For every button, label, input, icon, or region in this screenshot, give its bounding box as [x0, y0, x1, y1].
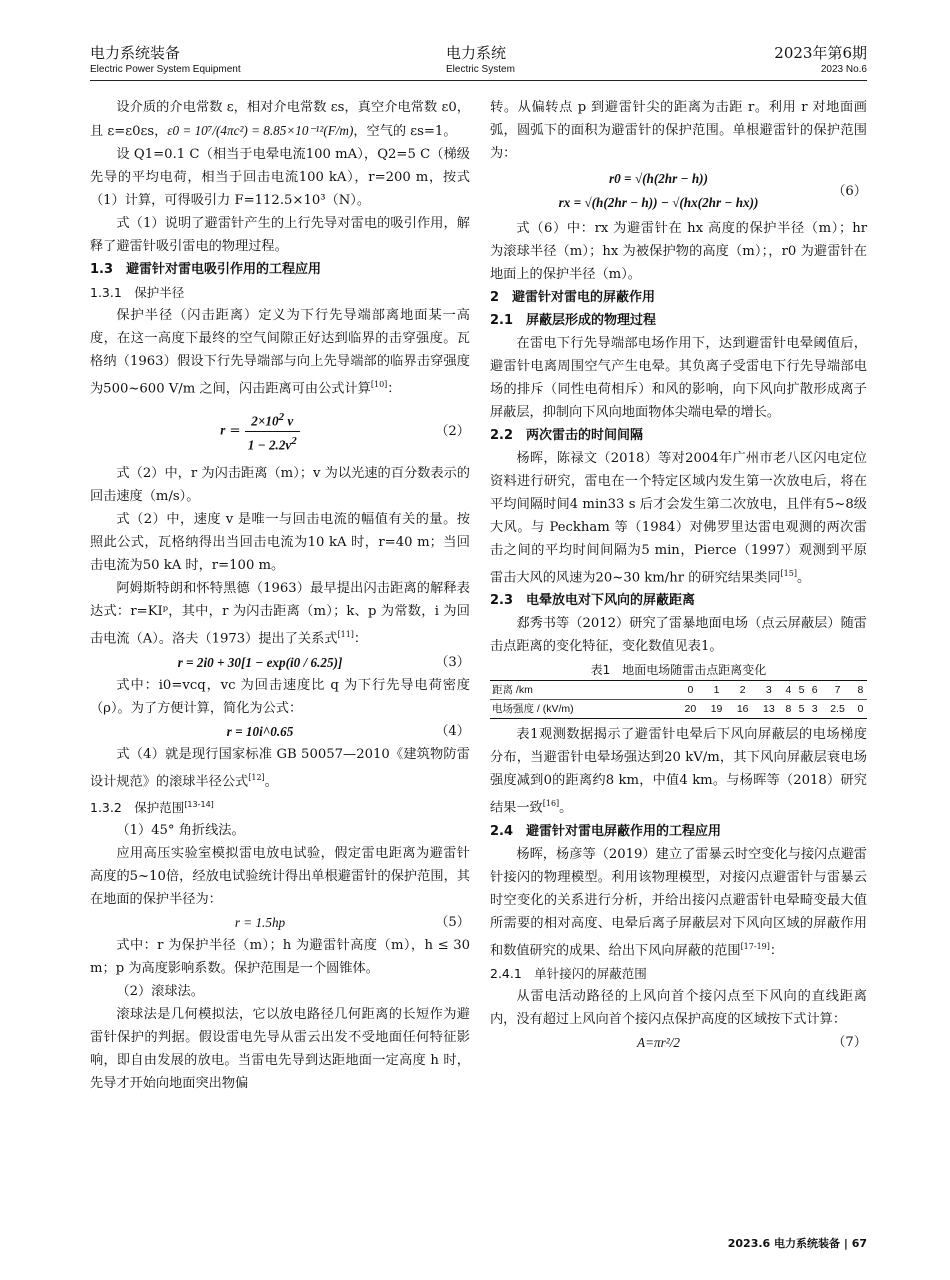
equation-6-body	[490, 167, 827, 215]
paragraph-text: 杨晖，杨彦等（2019）建立了雷暴云时空变化与接闪点避雷针接闪的物理模型。利用该物理模型，对接闪点避雷针与雷暴云时空变化的关系进行分析，并给出接闪点避雷针电晕畸变最大值所需要的相对高度、电晕后离子屏蔽层对下风向区域的屏蔽作用和数值研究的成果、给出下风向屏蔽的范围	[490, 846, 867, 959]
table-cell: 2	[730, 681, 756, 700]
paragraph-text: ：	[769, 943, 784, 959]
citation: [11]	[337, 630, 354, 640]
table-cell: 13	[756, 700, 782, 719]
paragraph-text: 保护半径（闪击距离）定义为下行先导端部离地面某一高度，在这一高度下最终的空气间隙正好达到临界的击穿强度。瓦格纳（1963）假设下行先导端部与向上先导端部的临界击穿强度为500~600 V/m 之间，闪击距离可由公式计算	[90, 308, 470, 397]
paragraph	[490, 843, 867, 962]
table-row-field	[490, 700, 867, 719]
table-row-distance	[490, 681, 867, 700]
header-journal-cn: 电力系统装备	[90, 44, 181, 62]
paragraph: （2）滚球法。	[116, 984, 204, 1000]
table-cell: 3	[756, 681, 782, 700]
equation-2	[90, 408, 470, 454]
paragraph: 应用高压实验室模拟雷电放电试验，假定雷电距离为避雷针高度的5~10倍，经放电试验统计得出单根避雷针的保护范围，其在地面的保护半径为：	[90, 846, 470, 908]
paragraph-text: 表1观测数据揭示了避雷针电晕后下风向屏蔽层的电场梯度分布，当避雷针电晕场强达到20 kV/m，其下风向屏蔽层衰电场强度减到0的距离约8 km，中值4 km。与杨晖等（2018）研究结果一致	[490, 727, 867, 816]
table-cell: 7	[821, 681, 854, 700]
paragraph: 式（6）中：rx 为避雷针在 hx 高度的保护半径（m）；hr 为滚球半径（m）；hx 为被保护物的高度（m）；，r0 为避雷针在地面上的保护半径（m）。	[490, 221, 867, 282]
table-cell: 1	[703, 681, 729, 700]
header-issue-cn: 2023年第6期	[774, 44, 867, 62]
page-footer: 2023.6 电力系统装备 | 67	[727, 1237, 867, 1250]
table-cell: 5	[795, 681, 808, 700]
paragraph: 式（2）中，速度 v 是唯一与回击电流的幅值有关的量。按照此公式，瓦格纳得出当回击电流为10 kA 时，r=40 m；当回击电流为50 kA 时，r=100 m。	[90, 512, 470, 574]
citation: [17-19]	[740, 941, 770, 951]
header-issue-en: 2023 No.6	[820, 64, 867, 75]
paragraph-text: ：	[387, 381, 401, 397]
paragraph: 在雷电下行先导端部电场作用下，达到避雷针电晕阈值后，避雷针电离周围空气产生电晕。其负离子受雷电下行先导端部电场的排斥（同性电荷相斥）和风的影响，向下风向扩散形成离子屏蔽层，抑制向下风向地面物体尖端电晕的增长。	[490, 336, 867, 420]
section-heading-2-2: 2.2 两次雷击的时间间隔	[490, 428, 644, 443]
paragraph-text: ，空气的 εs=1。	[353, 124, 457, 139]
paragraph-text: 设介质的介电常数 ε，相对介电常数 εs，真空介电常数 ε0，且 ε=ε0εs，	[90, 100, 470, 139]
section-heading-1-3: 1.3 避雷针对雷电吸引作用的工程应用	[90, 262, 322, 277]
paragraph	[90, 304, 470, 400]
equation-3-body: r = 2i0 + 30[1 − exp(i0 / 6.25)]	[177, 654, 343, 670]
section-heading-2-1: 2.1 屏蔽层形成的物理过程	[490, 313, 657, 328]
equation-number: （2）	[435, 423, 470, 439]
paragraph: 郄秀书等（2012）研究了雷暴地面电场（点云屏蔽层）随雷击点距离的变化特征，变化数值见表1。	[490, 616, 867, 655]
header-rule	[90, 80, 867, 81]
equation-6	[490, 167, 867, 215]
equation-7-body: A=πr²/2	[637, 1035, 680, 1051]
header-journal-en: Electric Power System Equipment	[90, 64, 241, 75]
table-cell: 6	[808, 681, 821, 700]
citation: [10]	[370, 380, 388, 389]
paragraph-text: 。	[796, 570, 811, 586]
equation-6a: r0 = √(h(2hr − h))	[609, 171, 708, 186]
equation-epsilon0: ε0 = 10⁷/(4πc²) = 8.85×10⁻¹²(F/m)	[167, 123, 354, 138]
paragraph: 滚球法是几何模拟法，它以放电路径几何距离的长短作为避雷针保护的判据。假设雷电先导从雷云出发不受地面任何特征影响，即自由发展的放电。当雷电先导到达距地面一定高度 h 时，先导才开始向地面突出物偏	[90, 1007, 470, 1092]
data-table	[490, 680, 867, 719]
equation-2-body: r = $\frac{2\times 10^2 v}{1 - 2.2v^2}$	[90, 408, 430, 454]
paragraph	[90, 577, 470, 650]
citation: [12]	[248, 772, 265, 782]
paragraph: 式中：r 为保护半径（m）；h 为避雷针高度（m），h ≤ 30 m；p 为高度影响系数。保护范围是一个圆锥体。	[90, 938, 470, 977]
equation-4	[90, 720, 470, 743]
equation-number: （6）	[832, 183, 867, 199]
equation-number: （5）	[435, 915, 470, 931]
paragraph: 式（2）中，r 为闪击距离（m）；v 为以光速的百分数表示的回击速度（m/s）。	[90, 466, 470, 505]
citation: [15]	[780, 569, 797, 578]
paragraph-text: 。	[264, 773, 278, 789]
table-cell: 8	[782, 700, 795, 719]
subsection-heading-1-3-2	[90, 793, 470, 819]
section-heading-2-3: 2.3 电晕放电对下风向的屏蔽距离	[490, 593, 696, 609]
citation: [16]	[542, 799, 560, 809]
equation-7	[490, 1031, 867, 1054]
equation-6b: rx = √(h(2hr − h)) − √(hx(2hr − hx))	[558, 195, 759, 210]
table-row-label: 电场强度 / (kV/m)	[490, 700, 677, 719]
table-cell: 4	[782, 681, 795, 700]
table-caption: 表1 地面电场随雷击点距离变化	[590, 663, 767, 678]
subsection-heading-2-4-1: 2.4.1 单针接闪的屏蔽范围	[490, 966, 647, 982]
table-cell: 8	[854, 681, 867, 700]
equation-5-body: r = 1.5hp	[234, 915, 286, 931]
paragraph-text: 阿姆斯特朗和怀特黑德（1963）最早提出闪击距离的解释表达式：r=KIᵖ，其中，r 为闪击距离（m）；k、p 为常数，i 为回击电流（A）。洛夫（1973）提出了关系式	[90, 581, 470, 647]
equation-number: （3）	[435, 654, 470, 670]
right-column	[490, 96, 867, 1054]
equation-3	[90, 651, 470, 674]
paragraph	[490, 723, 867, 819]
header-section-cn: 电力系统	[446, 44, 507, 62]
table-cell: 2.5	[821, 700, 854, 719]
table-row-label: 距离 /km	[490, 681, 677, 700]
header-section-en: Electric System	[446, 64, 515, 75]
table-cell: 19	[703, 700, 729, 719]
paragraph: 从雷电活动路径的上风向首个接闪点至下风向的直线距离内，没有超过上风向首个接闪点保护高度的区域按下式计算：	[490, 989, 867, 1028]
paragraph-text: ：	[353, 631, 368, 647]
paragraph: 式中：i0=vcq，vc 为回击速度比 q 为下行先导电荷密度（ρ）。为了方便计算，简化为公式：	[90, 677, 470, 716]
equation-4-body: r = 10i^0.65	[226, 723, 294, 739]
equation-5	[90, 911, 470, 934]
heading-text: 1.3.2 保护范围	[90, 800, 185, 816]
paragraph: （1）45° 角折线法。	[116, 823, 245, 839]
table-cell: 16	[730, 700, 756, 719]
paragraph	[90, 96, 470, 143]
table-cell: 0	[854, 700, 867, 719]
equation-number: （4）	[435, 723, 470, 739]
paragraph-text: 式（4）就是现行国家标准 GB 50057—2010《建筑物防雷设计规范》的滚球半径公式	[90, 746, 470, 789]
paragraph	[490, 447, 867, 589]
section-heading-2-4: 2.4 避雷针对雷电屏蔽作用的工程应用	[490, 823, 722, 839]
paragraph: 设 Q1=0.1 C（相当于电晕电流100 mA），Q2=5 C（梯级先导的平均电荷，相当于回击电流100 kA），r=200 m，按式（1）计算，可得吸引力 F=112.5×10³（N）。	[90, 147, 470, 208]
section-heading-2: 2 避雷针对雷电的屏蔽作用	[490, 290, 656, 305]
paragraph	[90, 743, 470, 793]
table-cell: 0	[677, 681, 703, 700]
citation: [13-14]	[184, 799, 214, 809]
subsection-heading-1-3-1: 1.3.1 保护半径	[90, 285, 185, 300]
paragraph: 转。从偏转点 p 到避雷针尖的距离为击距 r。利用 r 对地面画弧，圆弧下的面积为避雷针的保护范围。单根避雷针的保护范围为：	[490, 100, 867, 161]
table-cell: 20	[677, 700, 703, 719]
paragraph-text: 。	[559, 800, 573, 816]
table-cell: 3	[808, 700, 821, 719]
equation-number: （7）	[832, 1035, 867, 1051]
paragraph-text: 杨晖，陈禄文（2018）等对2004年广州市老八区闪电定位资料进行研究，雷电在一个特定区域内发生第一次放电后，将在平均间隔时间4 min33 s 后才会发生第二次放电，且伴有5~8级大风。与 Peckham 等（1984）对佛罗里达雷电观测的两次雷击之间的平均时间间隔为5 min，Pierce（1997）观测到平原雷击大风的风速为20~30 km/hr 的研究结果类同	[490, 451, 867, 586]
paragraph: 式（1）说明了避雷针产生的上行先导对雷电的吸引作用，解释了避雷针吸引雷电的物理过程。	[90, 216, 470, 254]
table-cell: 5	[795, 700, 808, 719]
left-column	[90, 96, 470, 1095]
